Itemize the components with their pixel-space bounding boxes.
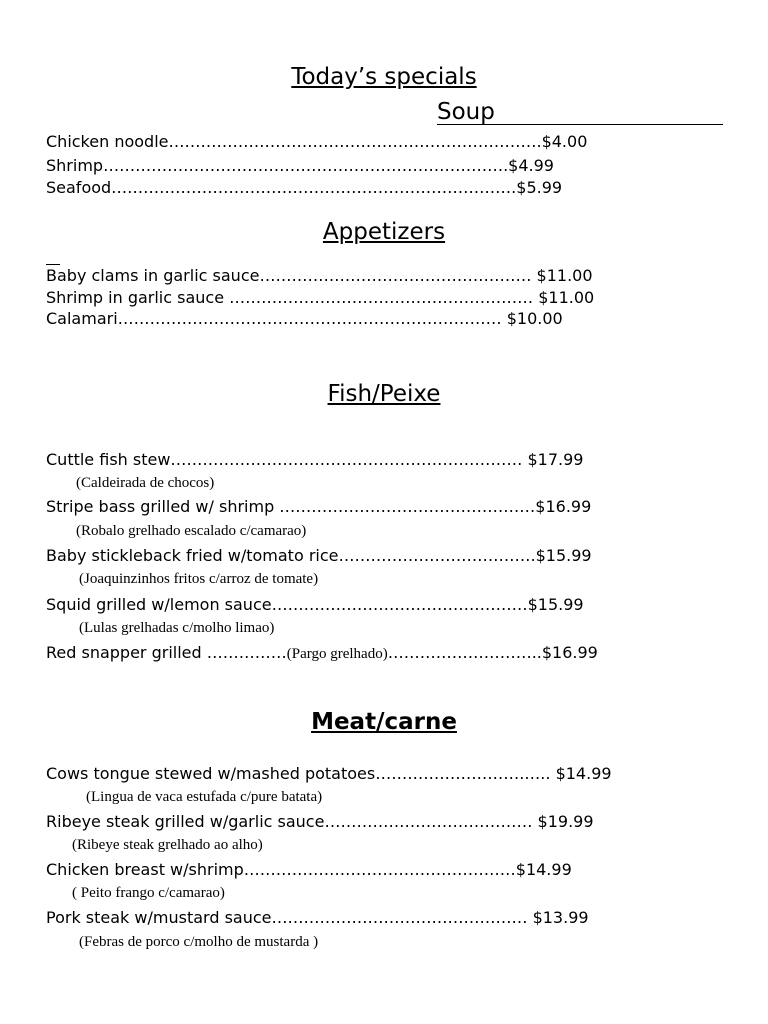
menu-item-calamari: Calamari……………………………………………………………… $10.00 xyxy=(46,309,563,328)
menu-item-translation: ( Peito frango c/camarao) xyxy=(72,885,225,901)
appetizers-heading: Appetizers xyxy=(322,219,446,245)
menu-item-red-snapper xyxy=(46,643,598,663)
menu-item-ribeye-steak: Ribeye steak grilled w/garlic sauce………………………………… $19.99 xyxy=(46,812,594,831)
menu-item-chicken-noodle: Chicken noodle…………………………………………………………….$4.00 xyxy=(46,132,588,151)
meat-heading: Meat/carne xyxy=(311,709,457,735)
menu-item-translation: (Robalo grelhado escalado c/camarao) xyxy=(76,523,307,539)
page-title: Today’s specials xyxy=(291,64,477,90)
menu-item-translation: (Joaquinzinhos fritos c/arroz de tomate) xyxy=(79,571,319,587)
menu-item-translation: (Lulas grelhadas c/molho limao) xyxy=(79,620,275,636)
red-snapper-translation: (Pargo grelhado) xyxy=(286,646,388,662)
red-snapper-name: Red snapper grilled …………… xyxy=(46,643,287,662)
menu-item-seafood-soup: Seafood………………………………………………………………….$5.99 xyxy=(46,178,563,197)
menu-item-translation: (Caldeirada de chocos) xyxy=(76,475,215,491)
menu-item-shrimp-soup: Shrimp………………………………………………………………….$4.99 xyxy=(46,156,554,175)
menu-item-baby-stickleback: Baby stickleback fried w/tomato rice……………………………….$15.99 xyxy=(46,546,592,565)
menu-item-translation: (Febras de porco c/molho de mustarda ) xyxy=(79,934,319,950)
menu-item-translation: (Ribeye steak grelhado ao alho) xyxy=(72,837,263,853)
menu-item-pork-steak: Pork steak w/mustard sauce………………………………………… $13.99 xyxy=(46,908,589,927)
menu-item-translation: (Lingua de vaca estufada c/pure batata) xyxy=(86,789,323,805)
menu-item-baby-clams: Baby clams in garlic sauce…………………………………………… $11.00 xyxy=(46,266,593,285)
soup-heading-underline xyxy=(437,124,723,125)
overbar-mark xyxy=(46,264,60,265)
soup-heading: Soup xyxy=(437,99,495,125)
menu-item-stripe-bass: Stripe bass grilled w/ shrimp …………………………………………$16.99 xyxy=(46,497,592,516)
fish-heading: Fish/Peixe xyxy=(327,381,441,407)
menu-item-cows-tongue: Cows tongue stewed w/mashed potatoes……………………….….. $14.99 xyxy=(46,764,612,783)
red-snapper-price: ………………………..$16.99 xyxy=(387,643,598,662)
menu-item-shrimp-garlic: Shrimp in garlic sauce ………………………………………………… $11.00 xyxy=(46,288,595,307)
menu-item-cuttle-fish: Cuttle fish stew………………………………………………………… $17.99 xyxy=(46,450,584,469)
menu-item-squid-grilled: Squid grilled w/lemon sauce…………………………………………$15.99 xyxy=(46,595,584,614)
menu-item-chicken-breast: Chicken breast w/shrimp……………………………………………$14.99 xyxy=(46,860,572,879)
